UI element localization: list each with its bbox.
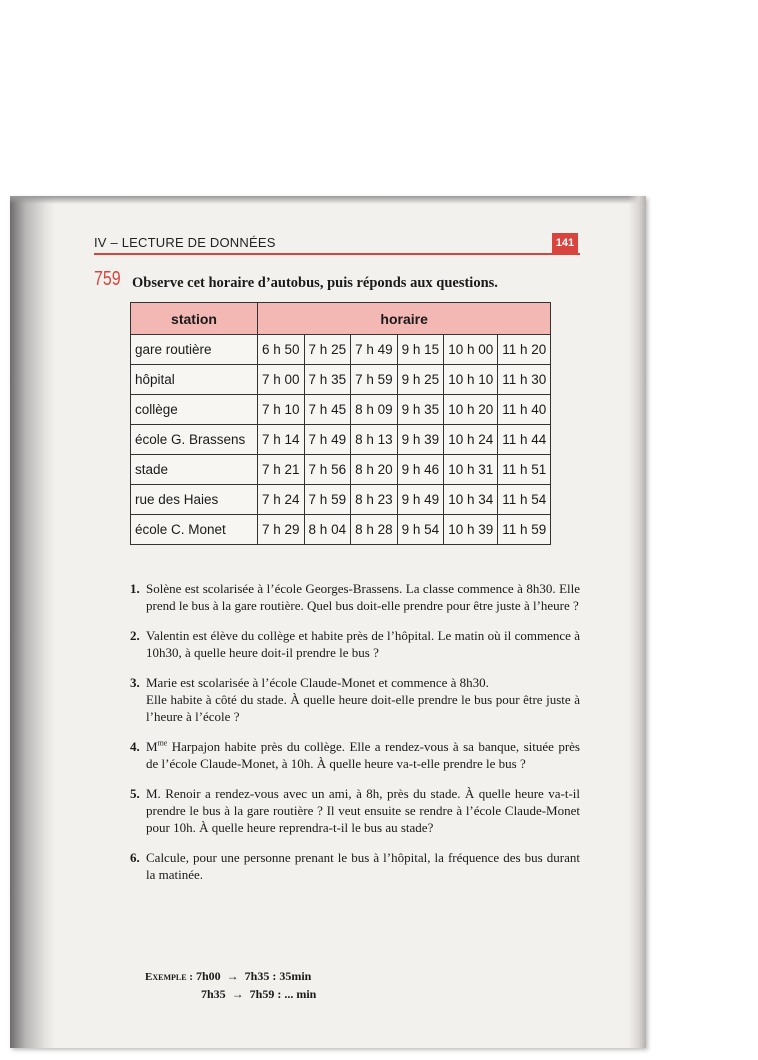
time-cell: 10 h 10 (444, 365, 498, 395)
horaire-header: horaire (258, 303, 551, 335)
question-3 (130, 674, 580, 725)
time-cell: 9 h 49 (397, 485, 444, 515)
time-cell: 11 h 51 (498, 455, 551, 485)
time-cell: 7 h 59 (304, 485, 351, 515)
question-2 (130, 627, 580, 661)
time-cell: 7 h 25 (304, 335, 351, 365)
question-text: Solène est scolarisée à l’école Georges-Brassens. La classe commence à 8h30. Elle prend le bus à la gare routière. Quel bus doit-elle prendre pour être juste à l’heure ? (146, 581, 580, 613)
time-cell: 11 h 20 (498, 335, 551, 365)
time-cell: 9 h 46 (397, 455, 444, 485)
example-label: Exemple : (145, 971, 193, 983)
question-number: 2. (130, 628, 140, 643)
table-row (131, 395, 551, 425)
station-cell: école G. Brassens (131, 425, 258, 455)
time-cell: 10 h 34 (444, 485, 498, 515)
table-row (131, 365, 551, 395)
table-row (131, 425, 551, 455)
time-cell: 10 h 24 (444, 425, 498, 455)
time-cell: 7 h 49 (304, 425, 351, 455)
question-number: 1. (130, 581, 140, 596)
time-cell: 9 h 15 (397, 335, 444, 365)
station-cell: rue des Haies (131, 485, 258, 515)
page-right-edge (628, 196, 646, 1048)
station-header: station (131, 303, 258, 335)
bus-schedule-table (130, 302, 551, 545)
page-header (94, 233, 580, 255)
question-6 (130, 849, 580, 883)
time-cell: 7 h 49 (351, 335, 398, 365)
time-cell: 10 h 31 (444, 455, 498, 485)
time-cell: 11 h 40 (498, 395, 551, 425)
time-cell: 7 h 45 (304, 395, 351, 425)
time-cell: 7 h 21 (258, 455, 305, 485)
time-cell: 10 h 20 (444, 395, 498, 425)
example-line-2: 7h35 → 7h59 : ... min (201, 987, 317, 1001)
question-text: Valentin est élève du collège et habite près de l’hôpital. Le matin où il commence à 10h30, à quelle heure doit-il prendre le bus ? (146, 628, 580, 660)
question-number: 5. (130, 786, 140, 801)
exercise-instruction: Observe cet horaire d’autobus, puis réponds aux questions. (132, 275, 498, 291)
questions-list (130, 580, 580, 896)
question-text: M. Renoir a rendez-vous avec un ami, à 8h, près du stade. À quelle heure va-t-il prendre le bus à la gare routière ? Il veut ensuite se rendre à l’école Claude-Monet pour 10h. À quelle heure reprendra-t-il le bus au stade? (146, 786, 580, 835)
table-row (131, 455, 551, 485)
time-cell: 7 h 59 (351, 365, 398, 395)
table-row (131, 485, 551, 515)
time-cell: 8 h 09 (351, 395, 398, 425)
title-superscript: me (157, 738, 168, 748)
page-top-shadow (10, 196, 646, 204)
example-block (145, 968, 316, 1003)
question-number: 6. (130, 850, 140, 865)
station-cell: collège (131, 395, 258, 425)
question-text (146, 738, 580, 772)
time-cell: 7 h 29 (258, 515, 305, 545)
example-line1-text: 7h00 → 7h35 : 35min (192, 969, 312, 983)
time-cell: 7 h 35 (304, 365, 351, 395)
time-cell: 7 h 56 (304, 455, 351, 485)
station-cell: école C. Monet (131, 515, 258, 545)
time-cell: 8 h 28 (351, 515, 398, 545)
time-cell: 11 h 54 (498, 485, 551, 515)
question-1 (130, 580, 580, 614)
time-cell: 9 h 54 (397, 515, 444, 545)
time-cell: 7 h 24 (258, 485, 305, 515)
time-cell: 8 h 04 (304, 515, 351, 545)
binding-shadow (10, 196, 55, 1048)
question-5 (130, 785, 580, 836)
question-text: Calcule, pour une personne prenant le bus à l’hôpital, la fréquence des bus durant la matinée. (146, 850, 580, 882)
time-cell: 7 h 00 (258, 365, 305, 395)
table-row (131, 515, 551, 545)
question-body: Harpajon habite près du collège. Elle a rendez-vous à sa banque, située près de l’école Claude-Monet, à 10h. À quelle heure va-t-elle prendre le bus ? (146, 739, 580, 771)
time-cell: 8 h 20 (351, 455, 398, 485)
time-cell: 7 h 14 (258, 425, 305, 455)
station-cell: stade (131, 455, 258, 485)
time-cell: 11 h 59 (498, 515, 551, 545)
question-4 (130, 738, 580, 772)
time-cell: 10 h 39 (444, 515, 498, 545)
table-header-row (131, 303, 551, 335)
table-row (131, 335, 551, 365)
time-cell: 8 h 13 (351, 425, 398, 455)
example-line-1 (145, 968, 316, 986)
time-cell: 8 h 23 (351, 485, 398, 515)
header-rule (94, 253, 580, 255)
time-cell: 11 h 30 (498, 365, 551, 395)
question-number: 4. (130, 739, 140, 754)
question-text: Marie est scolarisée à l’école Claude-Monet et commence à 8h30. Elle habite à côté du stade. À quelle heure doit-elle prendre le bus pour être juste à l’heure à l’école ? (146, 675, 580, 724)
title-prefix: M (146, 739, 158, 754)
time-cell: 10 h 00 (444, 335, 498, 365)
time-cell: 7 h 10 (258, 395, 305, 425)
chapter-title: IV – LECTURE DE DONNÉES (94, 235, 276, 250)
station-cell: gare routière (131, 335, 258, 365)
question-number: 3. (130, 675, 140, 690)
time-cell: 9 h 39 (397, 425, 444, 455)
page-number: 141 (552, 233, 578, 253)
time-cell: 9 h 35 (397, 395, 444, 425)
exercise-number: 759 (94, 268, 121, 290)
time-cell: 6 h 50 (258, 335, 305, 365)
time-cell: 9 h 25 (397, 365, 444, 395)
time-cell: 11 h 44 (498, 425, 551, 455)
station-cell: hôpital (131, 365, 258, 395)
